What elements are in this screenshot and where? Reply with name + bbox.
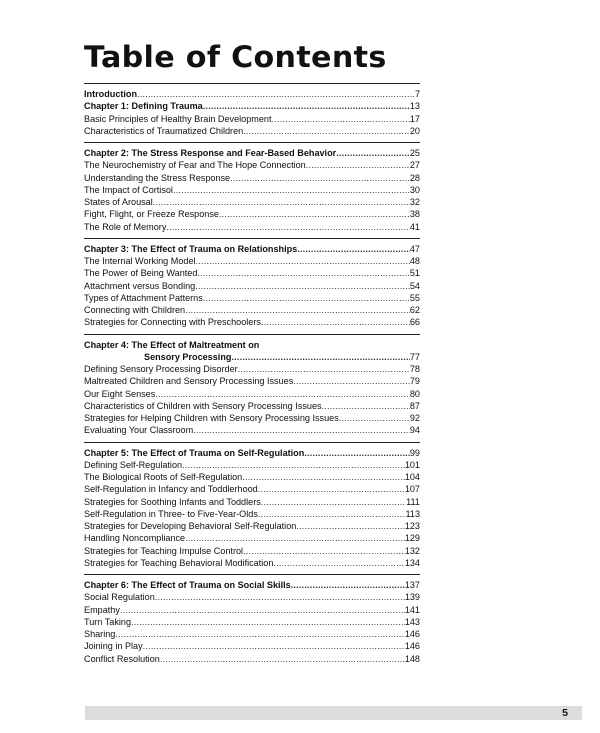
toc-chapter-label: Chapter 1: Defining Trauma — [84, 101, 203, 112]
toc-entry — [84, 459, 420, 471]
toc-chapter-6 — [84, 579, 420, 591]
toc-entry-page: 94 — [409, 425, 420, 436]
dot-leader — [336, 147, 410, 159]
dot-leader — [258, 508, 406, 520]
toc-entry — [84, 125, 420, 137]
toc-entry — [84, 508, 420, 520]
toc-entry-label: The Internal Working Model — [84, 256, 196, 266]
toc-entry — [84, 388, 420, 400]
toc-entry-page: 28 — [409, 172, 420, 183]
dot-leader — [261, 316, 410, 328]
dot-leader — [131, 616, 405, 628]
toc-entry-page: 132 — [404, 545, 420, 556]
toc-entry — [84, 255, 420, 267]
dot-leader — [293, 375, 410, 387]
toc-entry — [84, 113, 420, 125]
toc-entry — [84, 616, 420, 628]
toc-entry-page: 139 — [404, 592, 420, 603]
toc-entry-label: Strategies for Connecting with Preschoolers — [84, 317, 261, 328]
dot-leader — [173, 184, 410, 196]
toc-entry-page: 134 — [404, 557, 420, 568]
page-number: 5 — [562, 707, 568, 719]
toc-entry-page: 143 — [404, 616, 420, 627]
dot-leader — [197, 267, 409, 279]
toc-entry-label: Handling Noncompliance — [84, 533, 186, 544]
toc-chapter-page: 47 — [409, 243, 420, 254]
toc-entry — [84, 532, 420, 544]
toc-entry-label: Introduction — [84, 89, 138, 99]
toc-entry-page: 104 — [404, 472, 420, 482]
toc-entry-page: 27 — [409, 160, 420, 171]
dot-leader — [272, 113, 410, 125]
toc-chapter-page: 77 — [409, 351, 420, 362]
toc-entry-page: 129 — [404, 533, 420, 544]
dot-leader — [243, 125, 410, 137]
toc-chapter-4 — [84, 351, 420, 363]
dot-leader — [339, 412, 410, 424]
dot-leader — [120, 604, 405, 616]
toc-chapter-label: Chapter 5: The Effect of Trauma on Self-Regulation — [84, 447, 305, 458]
toc-entry — [84, 363, 420, 375]
toc-entry-page: 79 — [409, 376, 420, 387]
dot-leader — [230, 172, 410, 184]
toc-chapter-label: Sensory Processing — [144, 351, 232, 362]
toc-entry-label: The Biological Roots of Self-Regulation — [84, 472, 243, 482]
toc-entry-page: 41 — [409, 221, 420, 232]
toc-entry-label: Strategies for Developing Behavioral Self-Regulation — [84, 521, 297, 531]
toc-entry-label: Strategies for Soothing Infants and Toddlers — [84, 496, 261, 507]
footer-bar — [85, 706, 582, 720]
toc-entry-introduction — [84, 88, 420, 100]
toc-chapter-3 — [84, 243, 420, 255]
dot-leader — [297, 243, 410, 255]
dot-leader — [203, 100, 410, 112]
toc-entry-label: Strategies for Helping Children with Sensory Processing Issues — [84, 413, 339, 423]
toc-entry-label: Our Eight Senses — [84, 388, 156, 399]
toc-entry-label: Defining Sensory Processing Disorder — [84, 364, 238, 374]
dot-leader — [322, 400, 410, 412]
dot-leader — [155, 388, 410, 400]
toc-entry — [84, 496, 420, 508]
dot-leader — [182, 459, 405, 471]
dot-leader — [143, 640, 405, 652]
toc-entry-label: The Neurochemistry of Fear and The Hope Connection — [84, 160, 306, 171]
toc-entry — [84, 172, 420, 184]
toc-chapter-page: 25 — [409, 148, 420, 158]
toc-entry — [84, 208, 420, 220]
dot-leader — [137, 88, 415, 100]
dot-leader — [261, 496, 406, 508]
dot-leader — [160, 653, 405, 665]
dot-leader — [185, 532, 405, 544]
toc-entry — [84, 196, 420, 208]
section-divider — [84, 83, 420, 84]
toc-chapter-4-heading: Chapter 4: The Effect of Maltreatment on — [84, 339, 260, 350]
toc-entry — [84, 304, 420, 316]
toc-entry-label: Basic Principles of Healthy Brain Development — [84, 113, 272, 124]
toc-entry-page: 30 — [409, 184, 420, 195]
toc-entry — [84, 375, 420, 387]
toc-entry-page: 32 — [409, 197, 420, 207]
dot-leader — [238, 363, 410, 375]
toc-entry-page: 92 — [409, 413, 420, 423]
toc-entry-label: Types of Attachment Patterns — [84, 292, 203, 303]
toc-entry-label: Self-Regulation in Infancy and Toddlerhood — [84, 484, 258, 495]
toc-entry — [84, 483, 420, 495]
dot-leader — [195, 280, 410, 292]
toc-entry-page: 123 — [404, 521, 420, 531]
section-divider — [84, 334, 420, 335]
toc-entry — [84, 591, 420, 603]
toc-entry-label: Characteristics of Traumatized Children — [84, 125, 244, 136]
toc-entry-label: The Role of Memory — [84, 221, 167, 232]
toc-entry-label: Defining Self-Regulation — [84, 459, 183, 470]
section-divider — [84, 574, 420, 575]
toc-entry-page: 55 — [409, 292, 420, 303]
toc-entry — [84, 557, 420, 569]
toc-chapter-label: Chapter 6: The Effect of Trauma on Social Skills — [84, 580, 291, 590]
toc-entry-label: Empathy — [84, 604, 120, 615]
dot-leader — [258, 483, 405, 495]
dot-leader — [242, 471, 405, 483]
toc-entry-page: 38 — [409, 209, 420, 220]
dot-leader — [155, 591, 405, 603]
toc-entry-page: 101 — [404, 459, 420, 470]
dot-leader — [304, 447, 410, 459]
toc-chapter-page: 99 — [409, 447, 420, 458]
dot-leader — [243, 545, 405, 557]
toc-entry — [84, 280, 420, 292]
dot-leader — [291, 579, 405, 591]
toc-chapter-2 — [84, 147, 420, 159]
toc-entry-label: Maltreated Children and Sensory Processing Issues — [84, 376, 294, 387]
toc-entry-page: 87 — [409, 400, 420, 411]
toc-chapter-page: 137 — [404, 580, 420, 590]
dot-leader — [231, 351, 409, 363]
toc-entry-page: 62 — [409, 305, 420, 315]
toc-entry-page: 20 — [409, 125, 420, 136]
dot-leader — [185, 304, 410, 316]
page-title: Table of Contents — [84, 40, 387, 74]
toc-entry-page: 113 — [405, 508, 420, 519]
toc-entry-label: Fight, Flight, or Freeze Response — [84, 209, 219, 220]
toc-entry-page: 78 — [409, 364, 420, 374]
section-divider — [84, 238, 420, 239]
toc-entry-label: The Power of Being Wanted — [84, 268, 198, 279]
toc-entry — [84, 159, 420, 171]
dot-leader — [193, 424, 410, 436]
toc-entry-page: 48 — [409, 256, 420, 266]
toc-entry-label: Turn Taking — [84, 616, 132, 627]
dot-leader — [153, 196, 410, 208]
toc-entry-page: 141 — [404, 604, 420, 615]
toc-entry-page: 54 — [409, 280, 420, 291]
toc-entry — [84, 221, 420, 233]
toc-entry-label: Sharing — [84, 629, 116, 639]
toc-entry — [84, 520, 420, 532]
toc-entry — [84, 400, 420, 412]
toc-entry-page: 80 — [409, 388, 420, 399]
toc-entry — [84, 604, 420, 616]
toc-entry — [84, 412, 420, 424]
toc-entry — [84, 267, 420, 279]
toc-entry-page: 146 — [404, 641, 420, 652]
toc-entry-label: Understanding the Stress Response — [84, 172, 231, 183]
toc-chapter-1 — [84, 100, 420, 112]
toc-entry-page: 146 — [404, 629, 420, 639]
section-divider — [84, 442, 420, 443]
toc-entry-label: Characteristics of Children with Sensory Processing Issues — [84, 400, 322, 411]
toc-entry — [84, 653, 420, 665]
toc-entry-label: Attachment versus Bonding — [84, 280, 196, 291]
toc-entry-label: Self-Regulation in Three- to Five-Year-Olds — [84, 508, 258, 519]
toc-entry-page: 7 — [414, 89, 420, 99]
toc-chapter-label: Chapter 3: The Effect of Trauma on Relationships — [84, 243, 298, 254]
toc-entry-label: Joining in Play — [84, 641, 143, 652]
toc-chapter-page: 13 — [409, 101, 420, 112]
toc-entry — [84, 471, 420, 483]
toc-entry-label: States of Arousal — [84, 197, 153, 207]
toc-entry-page: 17 — [409, 113, 420, 124]
dot-leader — [273, 557, 404, 569]
dot-leader — [196, 255, 410, 267]
toc-entry-label: Strategies for Teaching Impulse Control — [84, 545, 244, 556]
toc-entry-label: Connecting with Children — [84, 305, 186, 315]
toc-entry — [84, 545, 420, 557]
toc-entry — [84, 628, 420, 640]
dot-leader — [306, 159, 410, 171]
toc-entry — [84, 184, 420, 196]
toc-entry-page: 107 — [404, 484, 420, 495]
toc-entry — [84, 316, 420, 328]
dot-leader — [203, 292, 410, 304]
toc-entry — [84, 424, 420, 436]
toc-entry-label: Strategies for Teaching Behavioral Modification — [84, 557, 274, 568]
toc-entry-label: Evaluating Your Classroom — [84, 425, 194, 436]
toc-entry-label: Conflict Resolution — [84, 653, 160, 664]
toc-chapter-label: Chapter 2: The Stress Response and Fear-Based Behavior — [84, 148, 337, 158]
toc-chapter-5 — [84, 447, 420, 459]
toc-entry — [84, 292, 420, 304]
dot-leader — [296, 520, 405, 532]
toc-entry — [84, 640, 420, 652]
toc-entry-page: 51 — [409, 268, 420, 279]
toc-entry-page: 148 — [404, 653, 420, 664]
dot-leader — [219, 208, 410, 220]
toc-entry-label: The Impact of Cortisol — [84, 184, 173, 195]
section-divider — [84, 142, 420, 143]
table-of-contents — [84, 83, 420, 665]
dot-leader — [115, 628, 404, 640]
toc-entry-page: 111 — [406, 496, 420, 507]
dot-leader — [166, 221, 409, 233]
toc-entry-page: 66 — [409, 317, 420, 328]
toc-entry-label: Social Regulation — [84, 592, 155, 603]
